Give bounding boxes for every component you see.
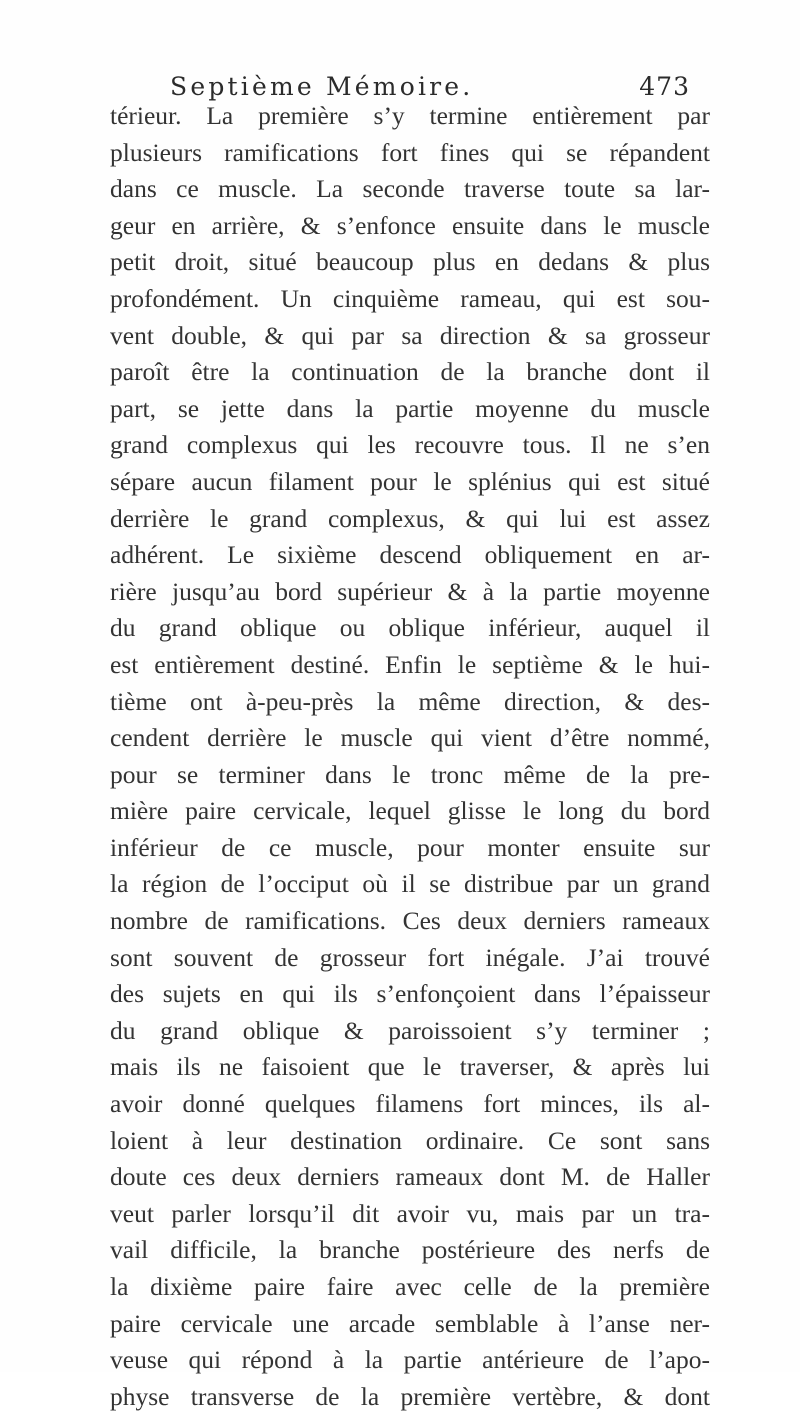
text-line: du grand oblique ou oblique inférieur, auquel il xyxy=(110,613,710,643)
text-line: des sujets en qui ils s’enfonçoient dans l’épaisseur xyxy=(110,979,710,1009)
text-line: avoir donné quelques filamens fort minces, ils al- xyxy=(110,1089,710,1119)
text-line: veut parler lorsqu’il dit avoir vu, mais par un tra- xyxy=(110,1198,710,1228)
text-line: plusieurs ramifications fort fines qui se répandent xyxy=(110,137,710,167)
text-line: la région de l’occiput où il se distribue par un grand xyxy=(110,869,710,899)
text-line: vail difficile, la branche postérieure des nerfs de xyxy=(110,1235,710,1265)
text-line: geur en arrière, & s’enfonce ensuite dans le muscle xyxy=(110,210,710,240)
running-title: Septième Mémoire. xyxy=(170,72,474,101)
text-line: paroît être la continuation de la branche dont il xyxy=(110,357,710,387)
text-line: part, se jette dans la partie moyenne du muscle xyxy=(110,393,710,423)
page-header xyxy=(170,72,690,101)
text-line: grand complexus qui les recouvre tous. Il ne s’en xyxy=(110,430,710,460)
text-line: mais ils ne faisoient que le traverser, & après lui xyxy=(110,1052,710,1082)
text-line: doute ces deux derniers rameaux dont M. de Haller xyxy=(110,1162,710,1192)
body-text xyxy=(110,98,710,1415)
text-line: mière paire cervicale, lequel glisse le long du bord xyxy=(110,796,710,826)
text-line: vent double, & qui par sa direction & sa grosseur xyxy=(110,320,710,350)
text-line: rière jusqu’au bord supérieur & à la partie moyenne xyxy=(110,576,710,606)
text-line: adhérent. Le sixième descend obliquement en ar- xyxy=(110,540,710,570)
text-line: loient à leur destination ordinaire. Ce sont sans xyxy=(110,1125,710,1155)
page-number: 473 xyxy=(639,72,690,101)
text-line: est entièrement destiné. Enfin le septième & le hui- xyxy=(110,649,710,679)
text-line: nombre de ramifications. Ces deux derniers rameaux xyxy=(110,906,710,936)
text-line: tième ont à-peu-près la même direction, & des- xyxy=(110,686,710,716)
text-line: inférieur de ce muscle, pour monter ensuite sur xyxy=(110,832,710,862)
text-line: la dixième paire faire avec celle de la première xyxy=(110,1272,710,1301)
text-line: dans ce muscle. La seconde traverse toute sa lar- xyxy=(110,174,710,204)
text-line: physe transverse de la première vertèbre, & dont xyxy=(110,1381,710,1411)
text-line: pour se terminer dans le tronc même de la pre- xyxy=(110,759,710,789)
text-line: paire cervicale une arcade semblable à l’anse ner- xyxy=(110,1308,710,1338)
text-line: veuse qui répond à la partie antérieure de l’apo- xyxy=(110,1345,710,1375)
text-line: sont souvent de grosseur fort inégale. J’ai trouvé xyxy=(110,942,710,972)
text-line: derrière le grand complexus, & qui lui est assez xyxy=(110,503,710,533)
text-line: du grand oblique & paroissoient s’y terminer ; xyxy=(110,1015,710,1045)
text-line: petit droit, situé beaucoup plus en dedans & plus xyxy=(110,247,710,277)
text-line: sépare aucun filament pour le splénius qui est situé xyxy=(110,466,710,496)
text-line: térieur. La première s’y termine entièrement par xyxy=(110,101,710,130)
text-line: profondément. Un cinquième rameau, qui est sou- xyxy=(110,283,710,313)
text-line: cendent derrière le muscle qui vient d’être nommé, xyxy=(110,723,710,753)
